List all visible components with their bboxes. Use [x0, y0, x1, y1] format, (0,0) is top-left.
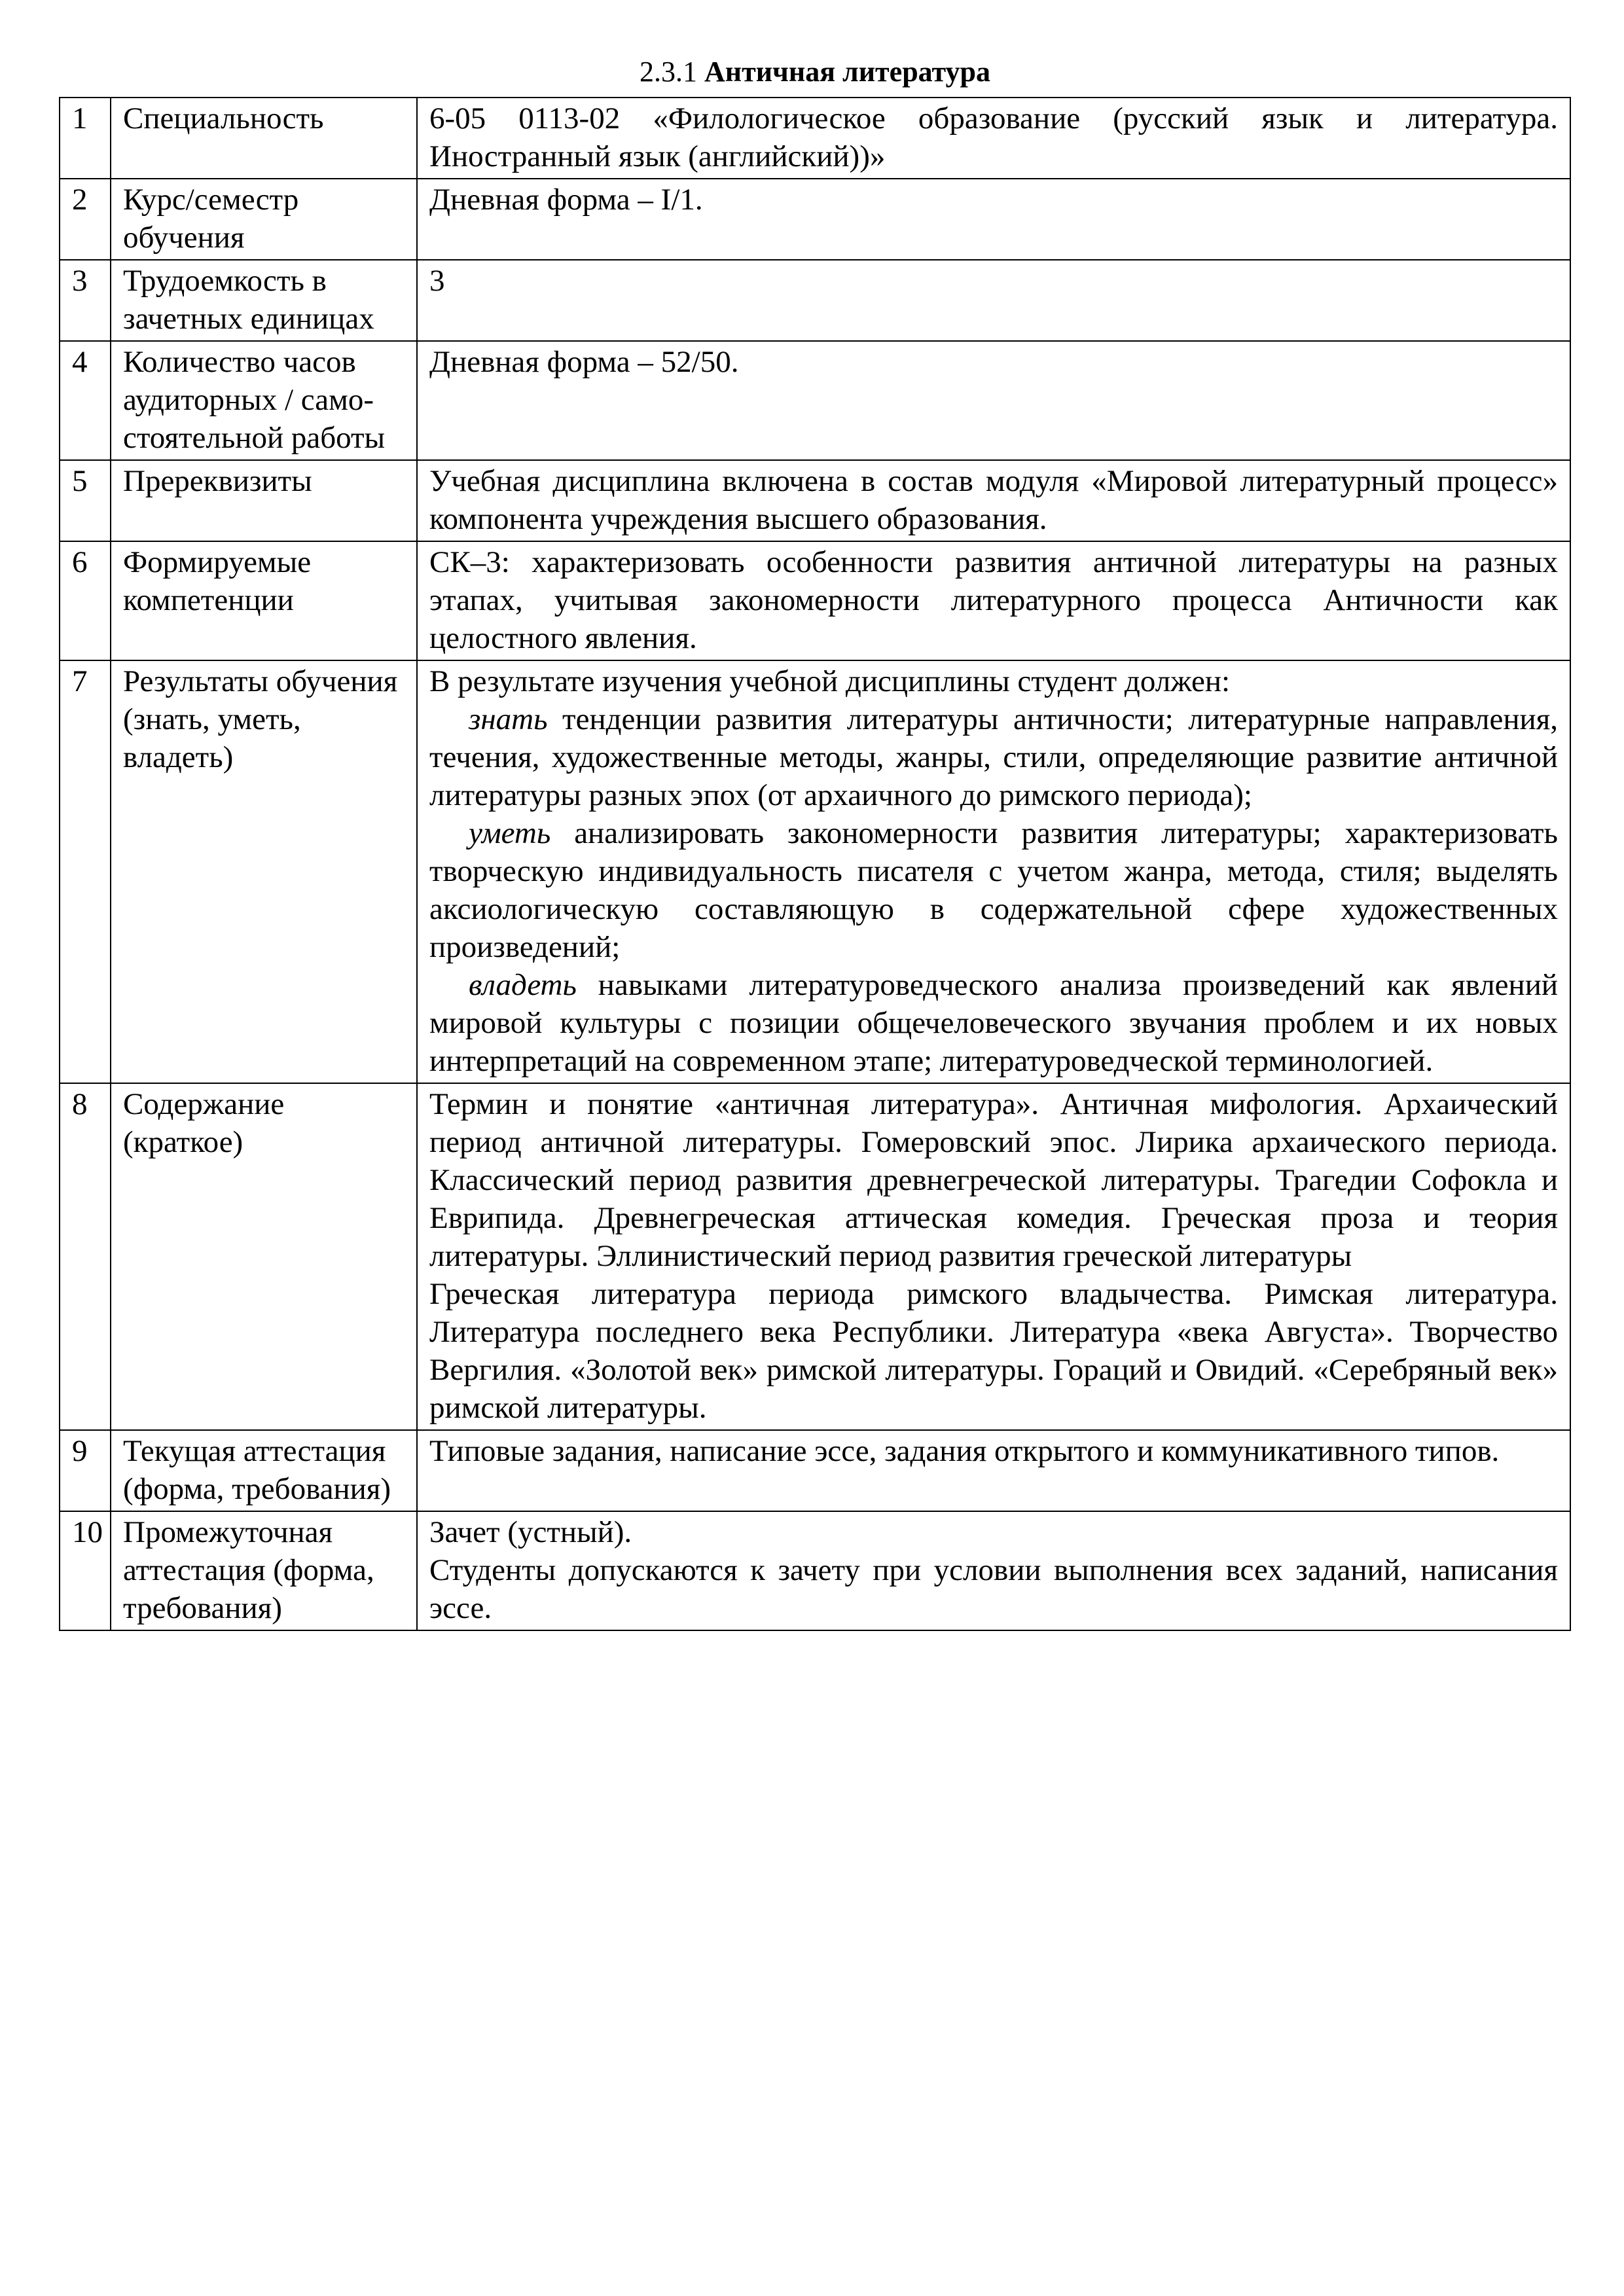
row-content [417, 1083, 1570, 1430]
table-row [60, 1430, 1570, 1511]
row-content [417, 341, 1570, 460]
row-label: Количество часов аудиторных / само-стоятельной работы [111, 341, 417, 460]
content-paragraph: Термин и понятие «античная литература». Античная мифология. Архаический период античной литературы. Гомеровский эпос. Лирика архаического периода. Классический период развития древнегреческой литературы. Трагедии Софокла и Еврипида. Древнегреческая аттическая комедия. Греческая проза и теория литературы. Эллинистический период развития греческой литературы [429, 1087, 1558, 1273]
row-number: 9 [60, 1430, 111, 1511]
table-row [60, 341, 1570, 460]
content-paragraph: 6-05 0113-02 «Филологическое образование (русский язык и литература. Иностранный язык (английский))» [429, 101, 1558, 173]
table-row [60, 460, 1570, 541]
content-paragraph: 3 [429, 264, 445, 298]
row-number: 7 [60, 660, 111, 1083]
title-text: Античная литература [704, 56, 991, 88]
row-label: Текущая аттестация (форма, требования) [111, 1430, 417, 1511]
row-label: Результаты обучения (знать, уметь, владеть) [111, 660, 417, 1083]
results-text: навыками литературоведческого анализа произведений как явлений мировой культуры с позиции общечеловеческого звучания проблем и их новых интерпретаций на современном этапе; литературоведческой терминологией. [429, 968, 1558, 1078]
table-row [60, 660, 1570, 1083]
results-text: анализировать закономерности развития литературы; характеризовать творческую индивидуальность писателя с учетом жанра, метода, стиля; выделять аксиологическую составляющую в содержательной сфере художественных произведений; [429, 816, 1558, 964]
discipline-table [59, 97, 1571, 1631]
table-row [60, 98, 1570, 179]
row-content [417, 98, 1570, 179]
row-label: Специальность [111, 98, 417, 179]
results-text: тенденции развития литературы античности; литературные направления, течения, художественные методы, жанры, стили, определяющие развитие античной литературы разных эпох (от архаичного до римского периода); [429, 702, 1558, 812]
results-item-able [429, 814, 1558, 966]
row-number: 2 [60, 179, 111, 260]
row-content [417, 260, 1570, 341]
title-number: 2.3.1 [639, 56, 697, 88]
row-number: 8 [60, 1083, 111, 1430]
row-content [417, 660, 1570, 1083]
content-paragraph: Учебная дисциплина включена в состав модуля «Мировой литературный процесс» компонента учреждения высшего образования. [429, 464, 1558, 536]
table-row [60, 541, 1570, 660]
row-number: 1 [60, 98, 111, 179]
row-content [417, 179, 1570, 260]
table-row [60, 1511, 1570, 1630]
document-page [59, 52, 1571, 1631]
row-label: Трудоемкость в зачетных единицах [111, 260, 417, 341]
row-label: Пререквизиты [111, 460, 417, 541]
row-content [417, 1430, 1570, 1511]
content-paragraph: Дневная форма – 52/50. [429, 345, 739, 379]
results-term: знать [469, 702, 548, 736]
results-term: уметь [469, 816, 551, 850]
document-title [59, 52, 1571, 92]
results-item-master [429, 966, 1558, 1080]
row-number: 4 [60, 341, 111, 460]
results-item-know [429, 700, 1558, 814]
results-term: владеть [469, 968, 577, 1002]
content-paragraph: Студенты допускаются к зачету при условии выполнения всех заданий, написания эссе. [429, 1553, 1558, 1625]
row-number: 6 [60, 541, 111, 660]
content-paragraph: Дневная форма – I/1. [429, 183, 703, 217]
row-content [417, 460, 1570, 541]
content-paragraph: СК–3: характеризовать особенности развития античной литературы на разных этапах, учитывая закономерности литературного процесса Античности как целостного явления. [429, 545, 1558, 655]
table-row [60, 179, 1570, 260]
row-number: 10 [60, 1511, 111, 1630]
row-label: Формируемые компетенции [111, 541, 417, 660]
results-intro: В результате изучения учебной дисциплины студент должен: [429, 664, 1231, 698]
table-row [60, 1083, 1570, 1430]
row-label: Курс/семестр обучения [111, 179, 417, 260]
content-paragraph: Зачет (устный). [429, 1515, 632, 1549]
row-number: 3 [60, 260, 111, 341]
row-number: 5 [60, 460, 111, 541]
row-content [417, 1511, 1570, 1630]
row-label: Содержание (краткое) [111, 1083, 417, 1430]
content-paragraph: Греческая литература периода римского владычества. Римская литература. Литература последнего века Республики. Литература «века Августа». Творчество Вергилия. «Золотой век» римской литературы. Гораций и Овидий. «Серебряный век» римской литературы. [429, 1277, 1558, 1425]
content-paragraph: Типовые задания, написание эссе, задания открытого и коммуникативного типов. [429, 1434, 1500, 1468]
row-label: Промежуточная аттестация (форма, требования) [111, 1511, 417, 1630]
row-content [417, 541, 1570, 660]
table-row [60, 260, 1570, 341]
